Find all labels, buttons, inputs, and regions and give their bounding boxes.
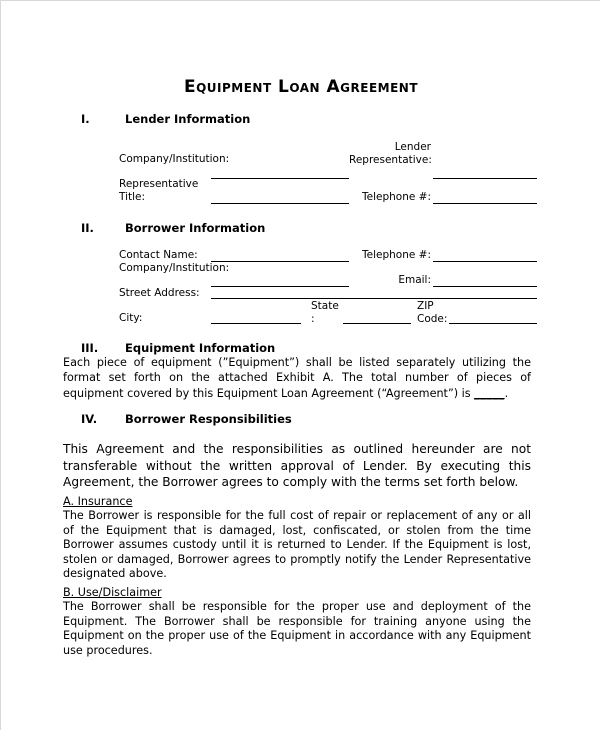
section-title-borrower: Borrower Information xyxy=(125,221,266,235)
input-borrower-telephone[interactable] xyxy=(433,261,537,262)
label-lender-representative: Lender Representative: xyxy=(349,141,432,166)
input-borrower-contact-name[interactable] xyxy=(211,261,349,262)
section-title-lender: Lender Information xyxy=(125,112,251,126)
section-numeral-responsibilities: IV. xyxy=(81,412,98,426)
input-borrower-company[interactable] xyxy=(211,286,349,287)
input-borrower-state[interactable] xyxy=(343,323,411,324)
subsection-text-insurance: The Borrower is responsible for the full cost of repair or replacement of any or all of the Equipment that is damaged, lost, confiscated, or stolen from the time Borrower assumes custody until it is returned to Lender. If the Equipment is lost, stolen or damaged, Borrower agrees to promptly notify the Lender Representative designated above. xyxy=(63,509,531,581)
input-borrower-email[interactable] xyxy=(433,286,537,287)
label-borrower-company: Company/Institution: xyxy=(119,262,230,274)
label-lender-company: Company/Institution: xyxy=(119,153,230,165)
equipment-paragraph-text-after: . xyxy=(504,386,509,400)
section-numeral-equipment: III. xyxy=(81,341,99,355)
responsibilities-intro-paragraph: This Agreement and the responsibilities as outlined hereunder are not transferable without the written approval of Lender. By executing this Agreement, the Borrower agrees to comply with the terms set forth below. xyxy=(63,442,531,490)
section-title-responsibilities: Borrower Responsibilities xyxy=(125,412,292,426)
input-lender-company[interactable] xyxy=(211,178,349,179)
section-heading-borrower xyxy=(81,221,265,235)
section-heading-lender xyxy=(81,112,250,126)
label-lender-rep-title: Representative Title: xyxy=(119,178,199,203)
label-borrower-contact-name: Contact Name: xyxy=(119,249,198,261)
subsection-heading-insurance: A. Insurance xyxy=(63,495,133,508)
subsection-text-use-disclaimer: The Borrower shall be responsible for the proper use and deployment of the Equipment. The Borrower shall be responsible for training anyone using the Equipment on the proper use of the Equipment in accordance with any Equipment use procedures. xyxy=(63,600,531,657)
label-borrower-zip-code: ZIP Code: xyxy=(417,300,448,325)
input-borrower-zip-code[interactable] xyxy=(449,323,537,324)
label-borrower-city: City: xyxy=(119,312,143,324)
section-numeral-borrower: II. xyxy=(81,221,94,235)
input-borrower-street-address[interactable] xyxy=(211,298,537,299)
section-heading-responsibilities xyxy=(81,412,292,426)
equipment-paragraph-text-before: Each piece of equipment (”Equipment”) shall be listed separately utilizing the format set forth on the attached Exhibit A. The total number of pieces of equipment covered by this Equipment Loan Agreement (“Agreement”) is xyxy=(63,356,531,400)
label-borrower-street-address: Street Address: xyxy=(119,287,200,299)
input-lender-telephone[interactable] xyxy=(433,203,537,204)
input-lender-representative[interactable] xyxy=(433,178,537,179)
section-title-equipment: Equipment Information xyxy=(125,341,276,355)
input-lender-rep-title[interactable] xyxy=(211,203,349,204)
page-title: Equipment Loan Agreement xyxy=(183,77,419,97)
label-borrower-state: State : xyxy=(311,300,339,325)
input-equipment-count[interactable]: _____ xyxy=(474,386,505,400)
label-borrower-telephone: Telephone #: xyxy=(362,249,431,261)
label-lender-telephone: Telephone #: xyxy=(362,191,431,203)
equipment-information-paragraph xyxy=(63,355,531,401)
section-heading-equipment xyxy=(81,341,275,355)
subsection-heading-use-disclaimer: B. Use/Disclaimer xyxy=(63,586,162,599)
section-numeral-lender: I. xyxy=(81,112,90,126)
label-borrower-email: Email: xyxy=(398,274,431,286)
input-borrower-city[interactable] xyxy=(211,323,301,324)
